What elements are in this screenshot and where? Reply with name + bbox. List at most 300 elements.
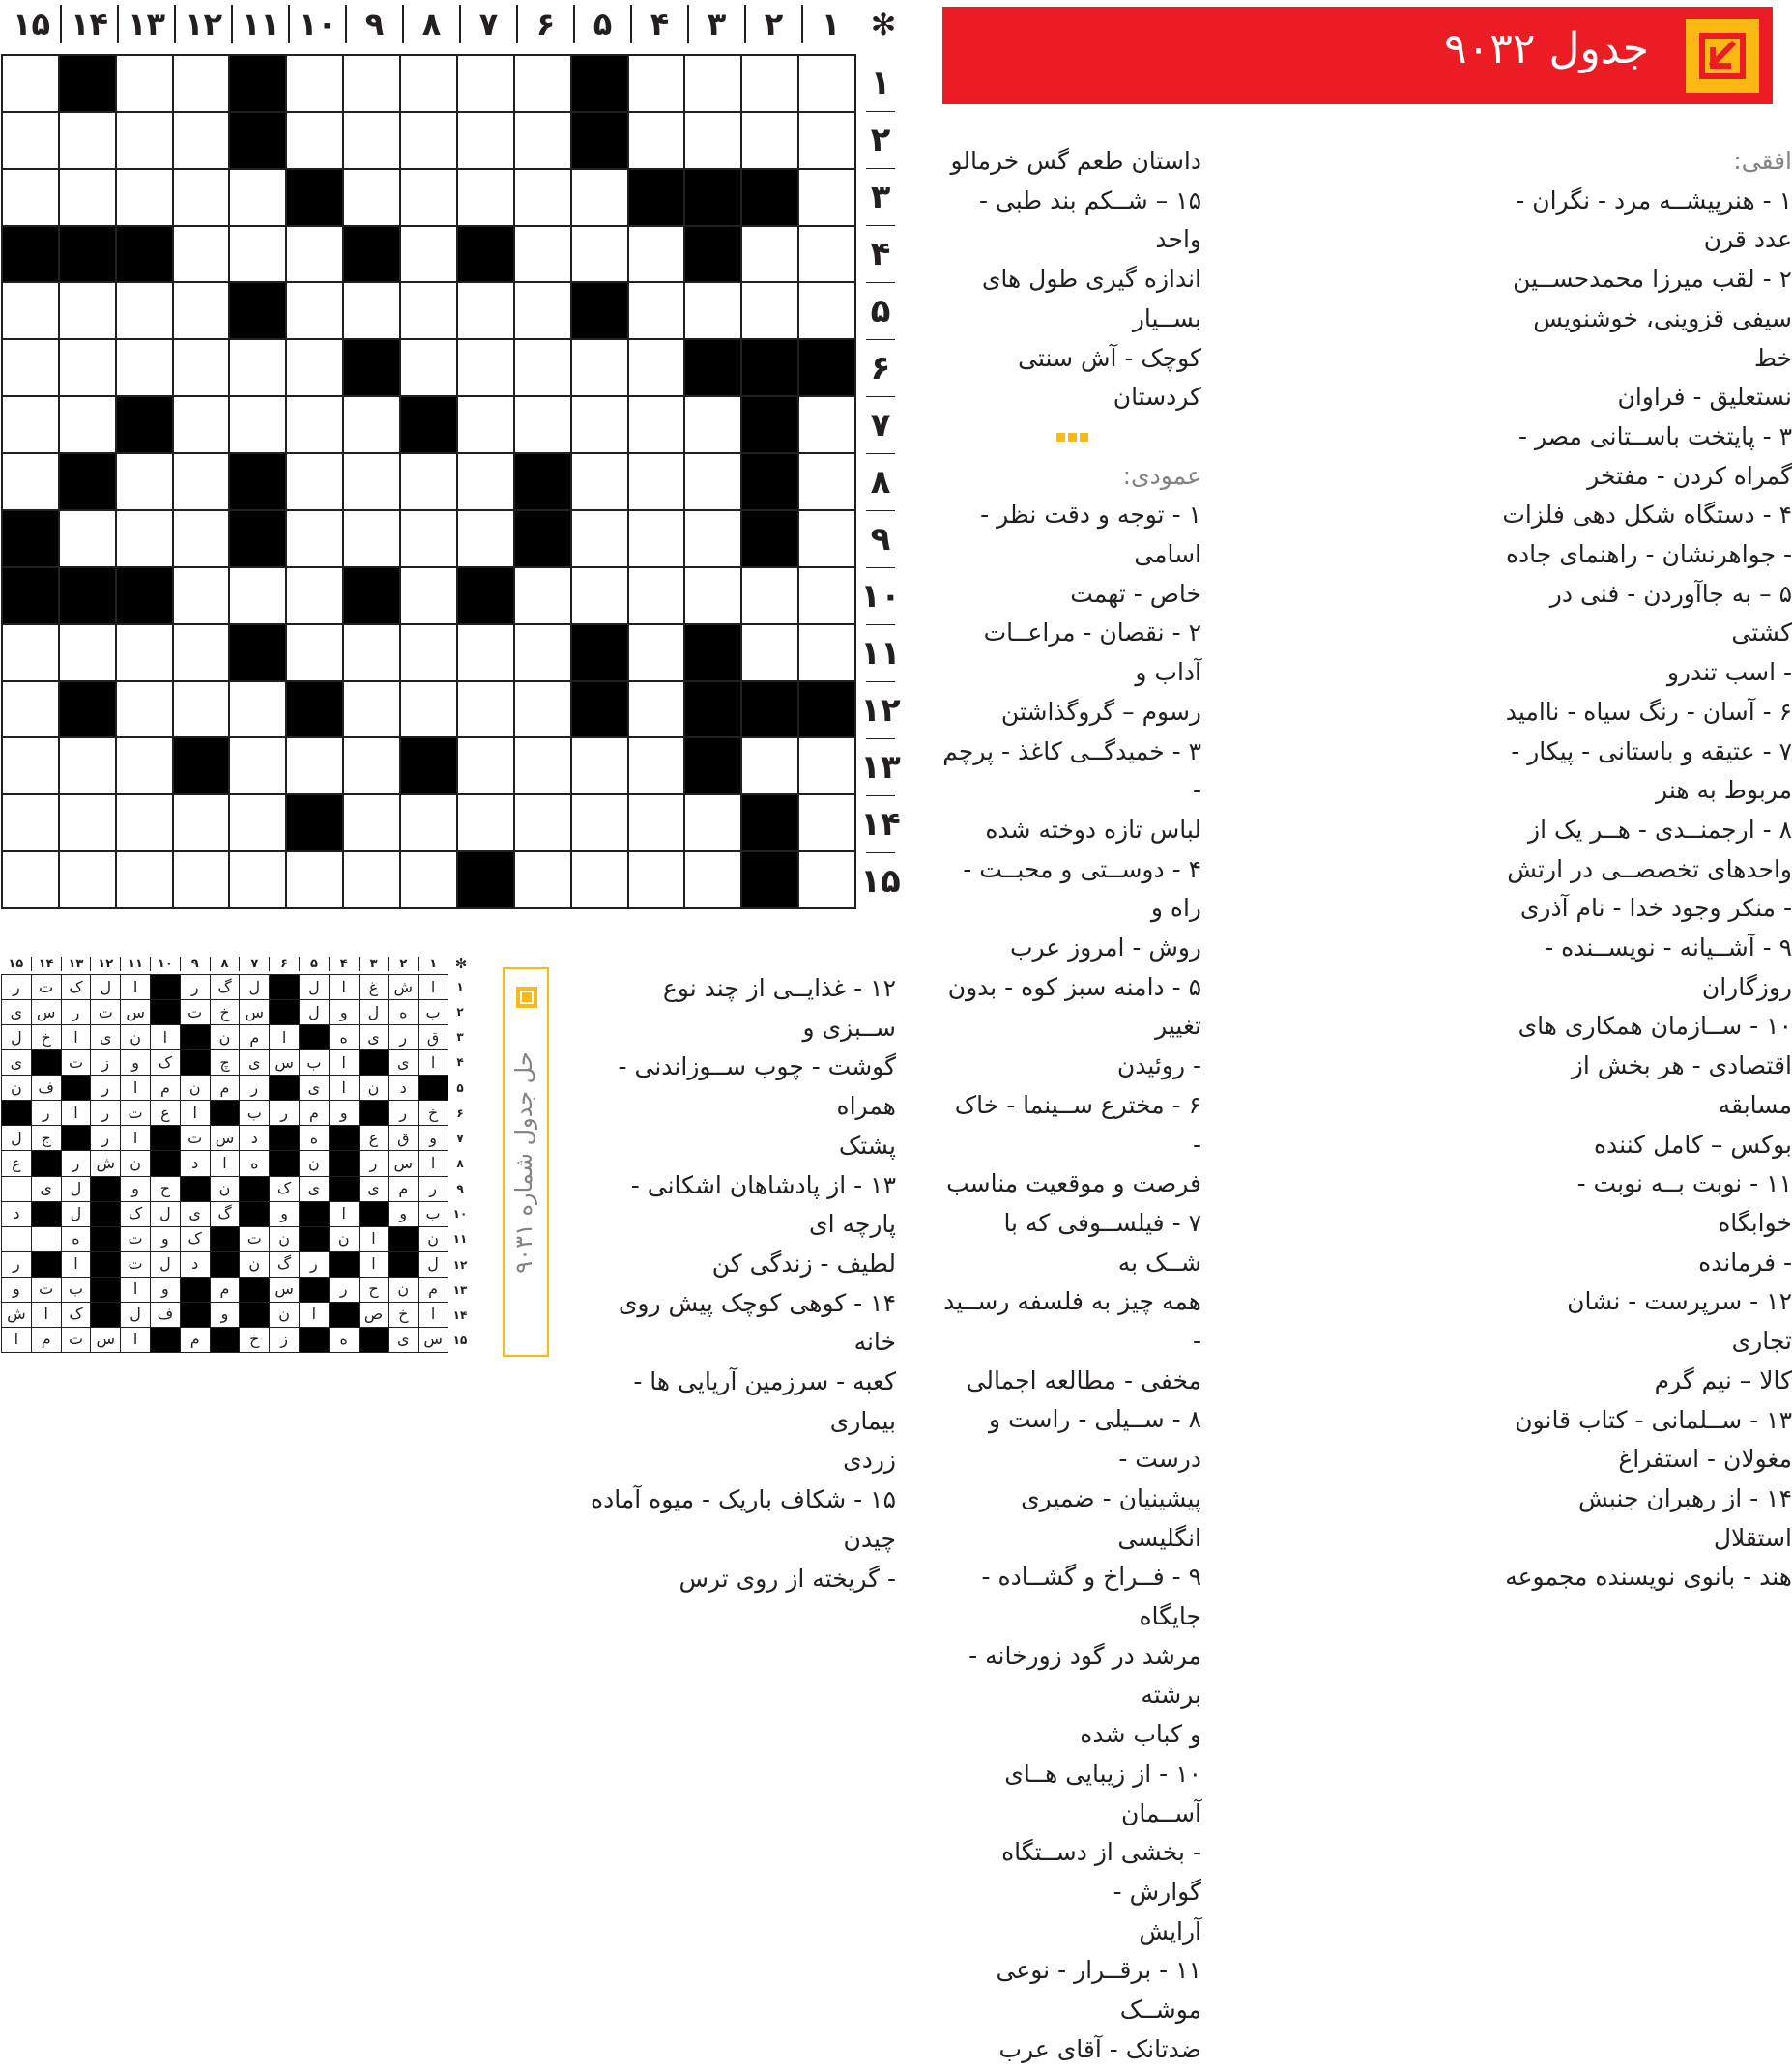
- solution-black-cell: [360, 1328, 389, 1352]
- solution-letter-cell: ی: [2, 1000, 31, 1024]
- empty-cell: [174, 795, 229, 850]
- solution-grid: [1, 974, 448, 1353]
- empty-cell: [344, 454, 399, 509]
- solution-black-cell: [32, 1202, 61, 1226]
- solution-column-number: ۹: [180, 957, 210, 971]
- solution-letter-cell: غ: [360, 975, 389, 999]
- solution-black-cell: [240, 1278, 269, 1302]
- solution-black-cell: [151, 1328, 180, 1352]
- empty-cell: [572, 511, 627, 566]
- solution-letter-cell: ه: [330, 1328, 359, 1352]
- solution-row-number: ۱۱: [452, 1232, 468, 1247]
- clue-line: ۵ – به جاآوردن - فنی در کشتی: [1549, 579, 1792, 647]
- empty-cell: [401, 56, 456, 111]
- solution-black-cell: [91, 1278, 120, 1302]
- solution-letter-cell: ع: [360, 1126, 389, 1150]
- black-cell: [117, 397, 172, 452]
- clue-line: ۳ - خمیدگــی کاغذ - پرچم -: [942, 736, 1201, 805]
- clue-line: - منکر وجود خدا - نام آذری: [1519, 894, 1792, 923]
- solution-letter-cell: ا: [121, 1328, 150, 1352]
- solution-letter-cell: ت: [32, 975, 61, 999]
- empty-cell: [742, 283, 797, 338]
- black-cell: [230, 454, 285, 509]
- solution-letter-cell: ل: [300, 1000, 329, 1024]
- empty-cell: [174, 56, 229, 111]
- solution-black-cell: [270, 1000, 299, 1024]
- empty-cell: [344, 113, 399, 168]
- solution-letter-cell: ر: [389, 1101, 418, 1125]
- solution-letter-cell: س: [270, 1050, 299, 1075]
- solution-letter-cell: ی: [300, 1177, 329, 1201]
- solution-column-number: ۱۰: [150, 957, 180, 971]
- column-number: ۴: [630, 5, 687, 43]
- empty-cell: [174, 340, 229, 395]
- black-cell: [401, 397, 456, 452]
- empty-cell: [60, 795, 115, 850]
- solution-letter-cell: س: [121, 1000, 150, 1024]
- solution-letter-cell: ل: [151, 1252, 180, 1277]
- empty-cell: [117, 625, 172, 680]
- empty-cell: [742, 568, 797, 623]
- black-cell: [742, 170, 797, 225]
- empty-cell: [629, 511, 684, 566]
- solution-column-number: ۶: [269, 957, 299, 971]
- clue-line: ۶ - مخترع ســینما - خاک -: [954, 1090, 1201, 1159]
- empty-cell: [230, 340, 285, 395]
- black-cell: [458, 852, 513, 907]
- solution-letter-cell: خ: [419, 1101, 448, 1125]
- solution-black-cell: [32, 1151, 61, 1175]
- solution-letter-cell: س: [240, 1000, 269, 1024]
- clue-line: روزگاران: [1701, 972, 1792, 1001]
- solution-letter-cell: و: [121, 1177, 150, 1201]
- empty-cell: [287, 340, 342, 395]
- solution-letter-cell: ا: [2, 1328, 31, 1352]
- solution-letter-cell: ی: [360, 1177, 389, 1201]
- row-number: ۱۰: [858, 567, 903, 624]
- black-cell: [344, 568, 399, 623]
- black-cell: [742, 511, 797, 566]
- solution-black-cell: [181, 1177, 210, 1201]
- empty-cell: [799, 397, 854, 452]
- empty-cell: [174, 454, 229, 509]
- empty-cell: [799, 511, 854, 566]
- clue-line: ۷ - عتیقه و باستانی - پیکار -: [1511, 736, 1792, 765]
- solution-letter-cell: ش: [389, 975, 418, 999]
- solution-letter-cell: ب: [419, 1202, 448, 1226]
- black-cell: [572, 682, 627, 737]
- empty-cell: [685, 454, 740, 509]
- column-number: ۱۱: [231, 5, 288, 43]
- black-cell: [742, 340, 797, 395]
- solution-row-number: ۶: [456, 1106, 464, 1120]
- solution-row-number: ۲: [456, 1005, 464, 1020]
- clue-line: ۹ - آشــیانه - نویســنده -: [1545, 934, 1792, 963]
- empty-cell: [458, 56, 513, 111]
- solution-black-cell: [360, 1050, 389, 1075]
- solution-letter-cell: د: [181, 1151, 210, 1175]
- clue-line: ۱۲ - غذایــی از چند نوع ســبزی و: [662, 974, 896, 1042]
- solution-letter-cell: و: [389, 1202, 418, 1226]
- empty-cell: [515, 682, 570, 737]
- empty-cell: [344, 56, 399, 111]
- clue-line: بوکس – کامل کننده: [1593, 1130, 1792, 1159]
- solution-letter-cell: ک: [121, 1202, 150, 1226]
- empty-cell: [287, 852, 342, 907]
- solution-letter-cell: د: [389, 1076, 418, 1100]
- empty-cell: [174, 170, 229, 225]
- black-cell: [685, 738, 740, 793]
- solution-letter-cell: س: [270, 1278, 299, 1302]
- column-number: ۲: [744, 5, 801, 43]
- solution-black-cell: [181, 1025, 210, 1049]
- empty-cell: [287, 738, 342, 793]
- empty-cell: [60, 738, 115, 793]
- empty-cell: [458, 738, 513, 793]
- empty-cell: [799, 113, 854, 168]
- clue-line: کالا – نیم گرم: [1654, 1365, 1792, 1394]
- solution-letter-cell: م: [181, 1328, 210, 1352]
- empty-cell: [799, 283, 854, 338]
- solution-letter-cell: ر: [270, 1101, 299, 1125]
- black-cell: [572, 283, 627, 338]
- empty-cell: [458, 511, 513, 566]
- solution-letter-cell: ی: [360, 1025, 389, 1049]
- solution-black-cell: [181, 1278, 210, 1302]
- row-number: ۵: [858, 282, 903, 339]
- black-cell: [230, 56, 285, 111]
- black-cell: [685, 227, 740, 282]
- empty-cell: [742, 56, 797, 111]
- black-cell: [287, 170, 342, 225]
- empty-cell: [742, 113, 797, 168]
- solution-letter-cell: م: [240, 1025, 269, 1049]
- solution-letter-cell: ر: [91, 1126, 120, 1150]
- solution-letter-cell: ز: [91, 1050, 120, 1075]
- empty-cell: [3, 113, 58, 168]
- black-cell: [572, 625, 627, 680]
- clue-line: - روئیدن: [1116, 1051, 1201, 1080]
- clue-line: - جواهرنشان - راهنمای جاده: [1505, 540, 1792, 569]
- solution-black-cell: [360, 1202, 389, 1226]
- column-number: ۱۲: [174, 5, 231, 43]
- empty-cell: [117, 454, 172, 509]
- empty-cell: [572, 340, 627, 395]
- black-cell: [60, 682, 115, 737]
- solution-letter-cell: ف: [32, 1076, 61, 1100]
- solution-letter-cell: ر: [91, 1076, 120, 1100]
- solution-letter-cell: ف: [151, 1303, 180, 1327]
- solution-row-number: ۱۴: [452, 1307, 468, 1322]
- solution-letter-cell: ت: [181, 1000, 210, 1024]
- solution-letter-cell: و: [270, 1202, 299, 1226]
- empty-cell: [401, 568, 456, 623]
- solution-letter-cell: ق: [389, 1126, 418, 1150]
- empty-cell: [572, 170, 627, 225]
- solution-column-number: ۴: [329, 957, 359, 971]
- solution-black-cell: [91, 1177, 120, 1201]
- clue-line: ۱۴ - از رهبران جنبش استقلال: [1578, 1483, 1792, 1552]
- empty-cell: [799, 170, 854, 225]
- empty-cell: [515, 397, 570, 452]
- black-cell: [3, 227, 58, 282]
- solution-letter-cell: ت: [62, 1050, 91, 1075]
- solution-black-cell: [360, 1101, 389, 1125]
- solution-letter-cell: ن: [121, 1151, 150, 1175]
- solution-black-cell: [91, 1303, 120, 1327]
- black-cell: [230, 511, 285, 566]
- empty-cell: [401, 625, 456, 680]
- empty-cell: [515, 795, 570, 850]
- solution-letter-cell: گ: [270, 1252, 299, 1277]
- empty-cell: [174, 625, 229, 680]
- empty-cell: [344, 170, 399, 225]
- empty-cell: [344, 795, 399, 850]
- solution-row-numbers: [450, 974, 470, 1353]
- empty-cell: [685, 568, 740, 623]
- empty-cell: [401, 682, 456, 737]
- solution-column-number: ۱۳: [61, 957, 91, 971]
- vertical-title: عمودی:: [1122, 461, 1201, 490]
- empty-cell: [629, 340, 684, 395]
- empty-cell: [230, 738, 285, 793]
- solution-letter-cell: ر: [62, 1000, 91, 1024]
- solution-letter-cell: و: [151, 1227, 180, 1251]
- clue-line: ۷ - فیلســوفی که با شــک به: [1003, 1208, 1201, 1277]
- horizontal-clues: [1502, 142, 1792, 1597]
- solution-letter-cell: ک: [181, 1227, 210, 1251]
- solution-black-cell: [211, 1328, 240, 1352]
- clue-line: روش - امروز عرب: [1009, 934, 1201, 963]
- empty-cell: [3, 397, 58, 452]
- empty-cell: [230, 568, 285, 623]
- solution-letter-cell: ر: [360, 1151, 389, 1175]
- column-number: ۹: [345, 5, 402, 43]
- solution-letter-cell: ن: [330, 1227, 359, 1251]
- solution-letter-cell: ر: [2, 1252, 31, 1277]
- empty-cell: [685, 397, 740, 452]
- empty-cell: [799, 227, 854, 282]
- solution-black-cell: [270, 1151, 299, 1175]
- solution-letter-cell: ل: [419, 1252, 448, 1277]
- clue-line: رسوم – گروگذاشتن: [1000, 697, 1201, 726]
- empty-cell: [401, 511, 456, 566]
- solution-letter-cell: ت: [91, 1000, 120, 1024]
- empty-cell: [572, 454, 627, 509]
- corner-star-icon: ✻: [870, 6, 897, 43]
- solution-letter-cell: د: [2, 1202, 31, 1226]
- column-number: ۱۳: [117, 5, 174, 43]
- black-cell: [742, 682, 797, 737]
- empty-cell: [174, 511, 229, 566]
- solution-letter-cell: م: [211, 1076, 240, 1100]
- solution-letter-cell: ک: [62, 1303, 91, 1327]
- empty-cell: [401, 170, 456, 225]
- empty-cell: [629, 56, 684, 111]
- solution-black-cell: [91, 1202, 120, 1226]
- solution-letter-cell: ر: [181, 975, 210, 999]
- empty-cell: [629, 227, 684, 282]
- empty-cell: [287, 56, 342, 111]
- solution-letter-cell: ا: [32, 1303, 61, 1327]
- empty-cell: [799, 568, 854, 623]
- empty-cell: [174, 397, 229, 452]
- clue-line: ۱۵ – شــکم بند طبی - واحد: [978, 186, 1201, 254]
- empty-cell: [515, 283, 570, 338]
- empty-cell: [3, 795, 58, 850]
- empty-cell: [458, 454, 513, 509]
- empty-cell: [458, 170, 513, 225]
- solution-letter-cell: ل: [2, 1126, 31, 1150]
- solution-letter-cell: ا: [121, 1076, 150, 1100]
- clue-line: لطیف - زندگی کن: [711, 1249, 896, 1278]
- solution-letter-cell: ت: [240, 1227, 269, 1251]
- solution-black-cell: [151, 1151, 180, 1175]
- solution-letter-cell: ک: [151, 1050, 180, 1075]
- solution-letter-cell: ص: [360, 1303, 389, 1327]
- empty-cell: [3, 340, 58, 395]
- solution-black-cell: [151, 1126, 180, 1150]
- clue-line: مرشد در گود زورخانه - برشته: [968, 1641, 1201, 1710]
- solution-letter-cell: ا: [419, 1151, 448, 1175]
- black-cell: [3, 511, 58, 566]
- clue-line: آرایش: [1139, 1916, 1201, 1945]
- solution-letter-cell: ک: [62, 975, 91, 999]
- empty-cell: [572, 795, 627, 850]
- empty-cell: [3, 852, 58, 907]
- clue-line: ۴ - دستگاه شکل دهی فلزات: [1502, 501, 1792, 530]
- solution-letter-cell: ن: [360, 1076, 389, 1100]
- empty-cell: [515, 170, 570, 225]
- solution-letter-cell: ت: [121, 1252, 150, 1277]
- solution-letter-cell: م: [419, 1278, 448, 1302]
- solution-row-number: ۱: [456, 980, 464, 994]
- empty-cell: [799, 738, 854, 793]
- solution-black-cell: [300, 1328, 329, 1352]
- black-cell: [344, 340, 399, 395]
- clue-line: کوچک - آش سنتی کردستان: [1018, 343, 1201, 412]
- solution-column-number: ۱۵: [8, 956, 24, 971]
- black-cell: [287, 795, 342, 850]
- empty-cell: [685, 56, 740, 111]
- clue-line: ۸ - ســیلی - راست و درست -: [988, 1405, 1201, 1474]
- solution-letter-cell: ب: [419, 1000, 448, 1024]
- solution-black-cell: [270, 1076, 299, 1100]
- solution-letter-cell: ر: [300, 1252, 329, 1277]
- black-cell: [230, 625, 285, 680]
- empty-cell: [3, 625, 58, 680]
- solution-letter-cell: ی: [2, 1050, 31, 1075]
- solution-row-number: ۱۵: [452, 1334, 468, 1348]
- solution-black-cell: [91, 1252, 120, 1277]
- solution-letter-cell: ش: [91, 1151, 120, 1175]
- solution-letter-cell: ل: [2, 1025, 31, 1049]
- clue-line: ۱۰ - ســازمان همکاری های: [1517, 1012, 1792, 1041]
- empty-cell: [742, 738, 797, 793]
- clue-line: هند - بانوی نویسنده مجموعه: [1505, 1563, 1792, 1592]
- empty-cell: [3, 454, 58, 509]
- empty-cell: [458, 625, 513, 680]
- empty-cell: [572, 852, 627, 907]
- empty-cell: [629, 283, 684, 338]
- black-cell: [515, 454, 570, 509]
- solution-letter-cell: ه: [240, 1151, 269, 1175]
- solution-letter-cell: ا: [62, 1252, 91, 1277]
- empty-cell: [117, 852, 172, 907]
- solution-black-cell: [270, 1126, 299, 1150]
- black-cell: [742, 852, 797, 907]
- empty-cell: [458, 113, 513, 168]
- empty-cell: [629, 682, 684, 737]
- solution-letter-cell: و: [2, 1278, 31, 1302]
- empty-cell: [572, 397, 627, 452]
- empty-cell: [458, 340, 513, 395]
- solution-letter-cell: [2, 1227, 31, 1251]
- clue-line: - فرمانده: [1698, 1248, 1792, 1277]
- solution-letter-cell: ن: [181, 1076, 210, 1100]
- solution-letter-cell: ی: [389, 1328, 418, 1352]
- solution-letter-cell: ا: [360, 1252, 389, 1277]
- solution-black-cell: [91, 1227, 120, 1251]
- small-logo-icon: [516, 987, 537, 1008]
- solution-letter-cell: ل: [151, 1202, 180, 1226]
- clue-line: ۱۱ - برقــرار - نوعی موشــک: [996, 1956, 1201, 2025]
- clue-line: ۱ - توجه و دقت نظر - اسامی: [980, 501, 1201, 569]
- column-number: ۶: [516, 5, 573, 43]
- solution-letter-cell: س: [211, 1126, 240, 1150]
- empty-cell: [799, 795, 854, 850]
- empty-cell: [629, 454, 684, 509]
- solution-letter-cell: ا: [121, 1278, 150, 1302]
- empty-cell: [174, 682, 229, 737]
- solution-letter-cell: ر: [330, 1278, 359, 1302]
- solution-black-cell: [300, 1025, 329, 1049]
- solution-black-cell: [151, 1000, 180, 1024]
- solution-letter-cell: ن: [211, 1025, 240, 1049]
- solution-letter-cell: ل: [62, 1202, 91, 1226]
- solution-letter-cell: ا: [270, 1025, 299, 1049]
- solution-black-cell: [240, 1303, 269, 1327]
- solution-letter-cell: ن: [211, 1177, 240, 1201]
- solution-black-cell: [300, 1202, 329, 1226]
- empty-cell: [799, 852, 854, 907]
- solution-column-number: ۱: [418, 957, 448, 971]
- solution-letter-cell: م: [151, 1076, 180, 1100]
- empty-cell: [344, 852, 399, 907]
- black-cell: [60, 56, 115, 111]
- solution-black-cell: [32, 1252, 61, 1277]
- empty-cell: [287, 397, 342, 452]
- solution-letter-cell: ی: [240, 1050, 269, 1075]
- empty-cell: [287, 113, 342, 168]
- row-number: ۳: [858, 168, 903, 225]
- clue-line: ۲ - نقصان - مراعــات آداب و: [983, 618, 1201, 687]
- empty-cell: [287, 227, 342, 282]
- empty-cell: [60, 283, 115, 338]
- black-cell: [230, 113, 285, 168]
- solution-black-cell: [211, 1101, 240, 1125]
- column-number: ۱: [801, 5, 858, 43]
- empty-cell: [515, 738, 570, 793]
- clue-line: ۱۴ - کوهی کوچک پیش روی خانه: [618, 1288, 896, 1357]
- solution-column-number: ۷: [239, 957, 269, 971]
- empty-cell: [174, 568, 229, 623]
- empty-cell: [60, 397, 115, 452]
- empty-cell: [629, 568, 684, 623]
- solution-column-number: ۲: [388, 957, 418, 971]
- empty-cell: [117, 511, 172, 566]
- column-number: ۱۵: [12, 6, 51, 43]
